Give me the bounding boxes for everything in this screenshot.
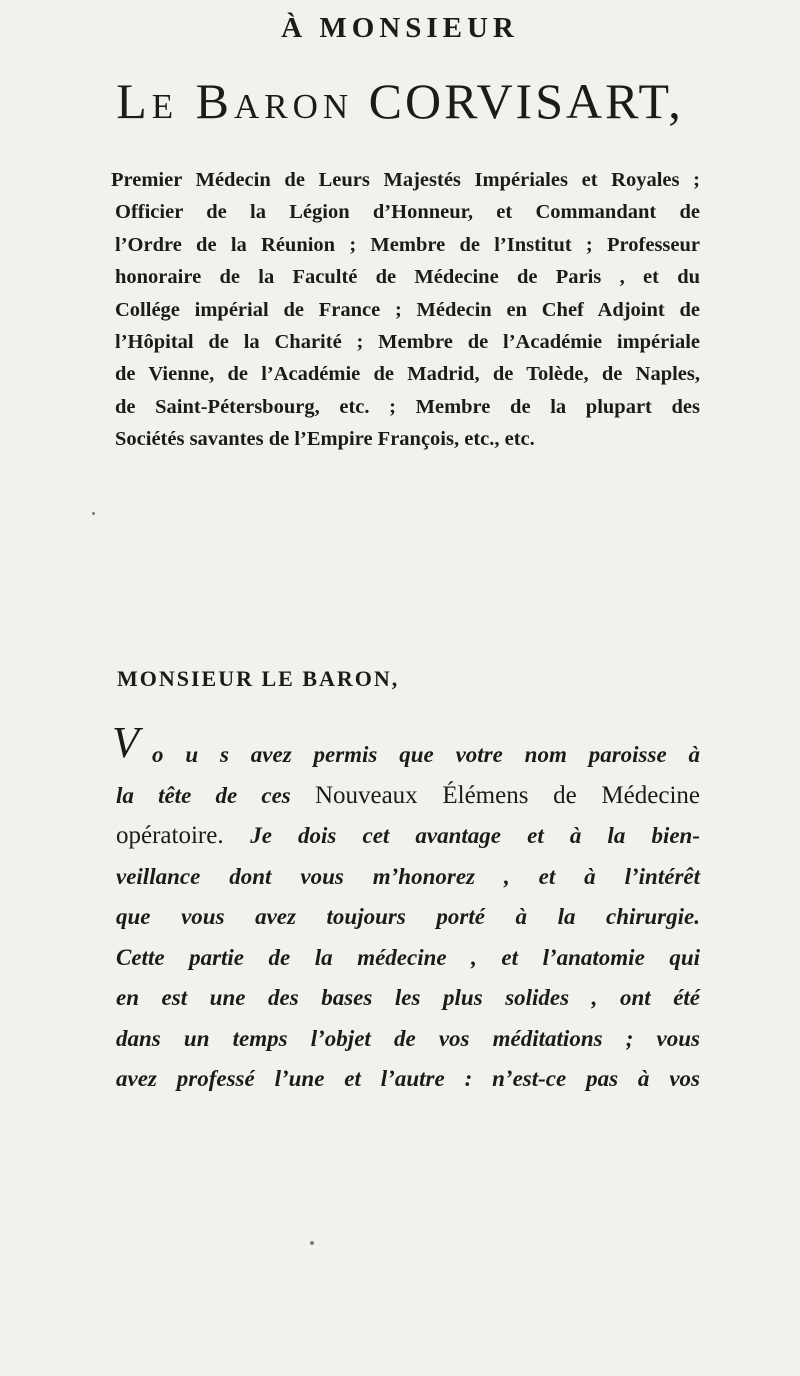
letter-line xyxy=(116,776,700,817)
titles-line: Premier Médecin de Leurs Majestés Impériales et Royales ; xyxy=(111,169,700,191)
titles-line: de Vienne, de l’Académie de Madrid, de Tolède, de Naples, xyxy=(115,363,700,386)
letter-body xyxy=(112,718,700,1100)
letter-text: Je dois cet avantage et à la bien- xyxy=(250,823,700,848)
letter-line: en est une des bases les plus solides , ont été xyxy=(116,985,700,1010)
titles-line: l’Hôpital de la Charité ; Membre de l’Académie impériale xyxy=(115,331,700,354)
book-title: Nouveaux Élémens de Médecine xyxy=(314,781,700,809)
surname: CORVISART, xyxy=(368,73,684,129)
letter-line xyxy=(116,816,700,857)
titles-line: honoraire de la Faculté de Médecine de Paris , et du xyxy=(115,266,700,289)
dedication-header: À MONSIEUR xyxy=(281,12,519,44)
titles-line: de Saint-Pétersbourg, etc. ; Membre de la plupart des xyxy=(115,395,700,418)
letter-line: Cette partie de la médecine , et l’anatomie qui xyxy=(116,944,700,970)
drop-cap: V xyxy=(112,718,139,767)
letter-line: avez professé l’une et l’autre : n’est-ce pas à vos xyxy=(116,1066,700,1091)
letter-line: dans un temps l’objet de vos méditations ; vous xyxy=(116,1025,700,1051)
paper-speck xyxy=(310,1241,314,1245)
letter-line: veillance dont vous m’honorez , et à l’intérêt xyxy=(116,863,700,889)
titles-block xyxy=(111,164,700,456)
salutation: MONSIEUR LE BARON, xyxy=(117,666,400,691)
letter-text: la tête de ces xyxy=(116,782,315,808)
book-title-end: opératoire. xyxy=(116,822,251,849)
letter-line: que vous avez toujours porté à la chirurgie. xyxy=(116,904,700,929)
letter-text: o u s avez permis que votre nom paroisse à xyxy=(152,742,700,767)
letter-line xyxy=(112,718,700,776)
dedicatee-name xyxy=(0,72,800,130)
titles-line: Collége impérial de France ; Médecin en Chef Adjoint de xyxy=(115,298,700,321)
titles-line: Officier de la Légion d’Honneur, et Commandant de xyxy=(115,201,700,224)
titles-line: Sociétés savantes de l’Empire François, etc., etc. xyxy=(115,428,535,451)
name-prefix: Le Baron xyxy=(116,73,354,129)
titles-line: l’Ordre de la Réunion ; Membre de l’Institut ; Professeur xyxy=(115,233,700,256)
paper-speck xyxy=(92,512,95,515)
